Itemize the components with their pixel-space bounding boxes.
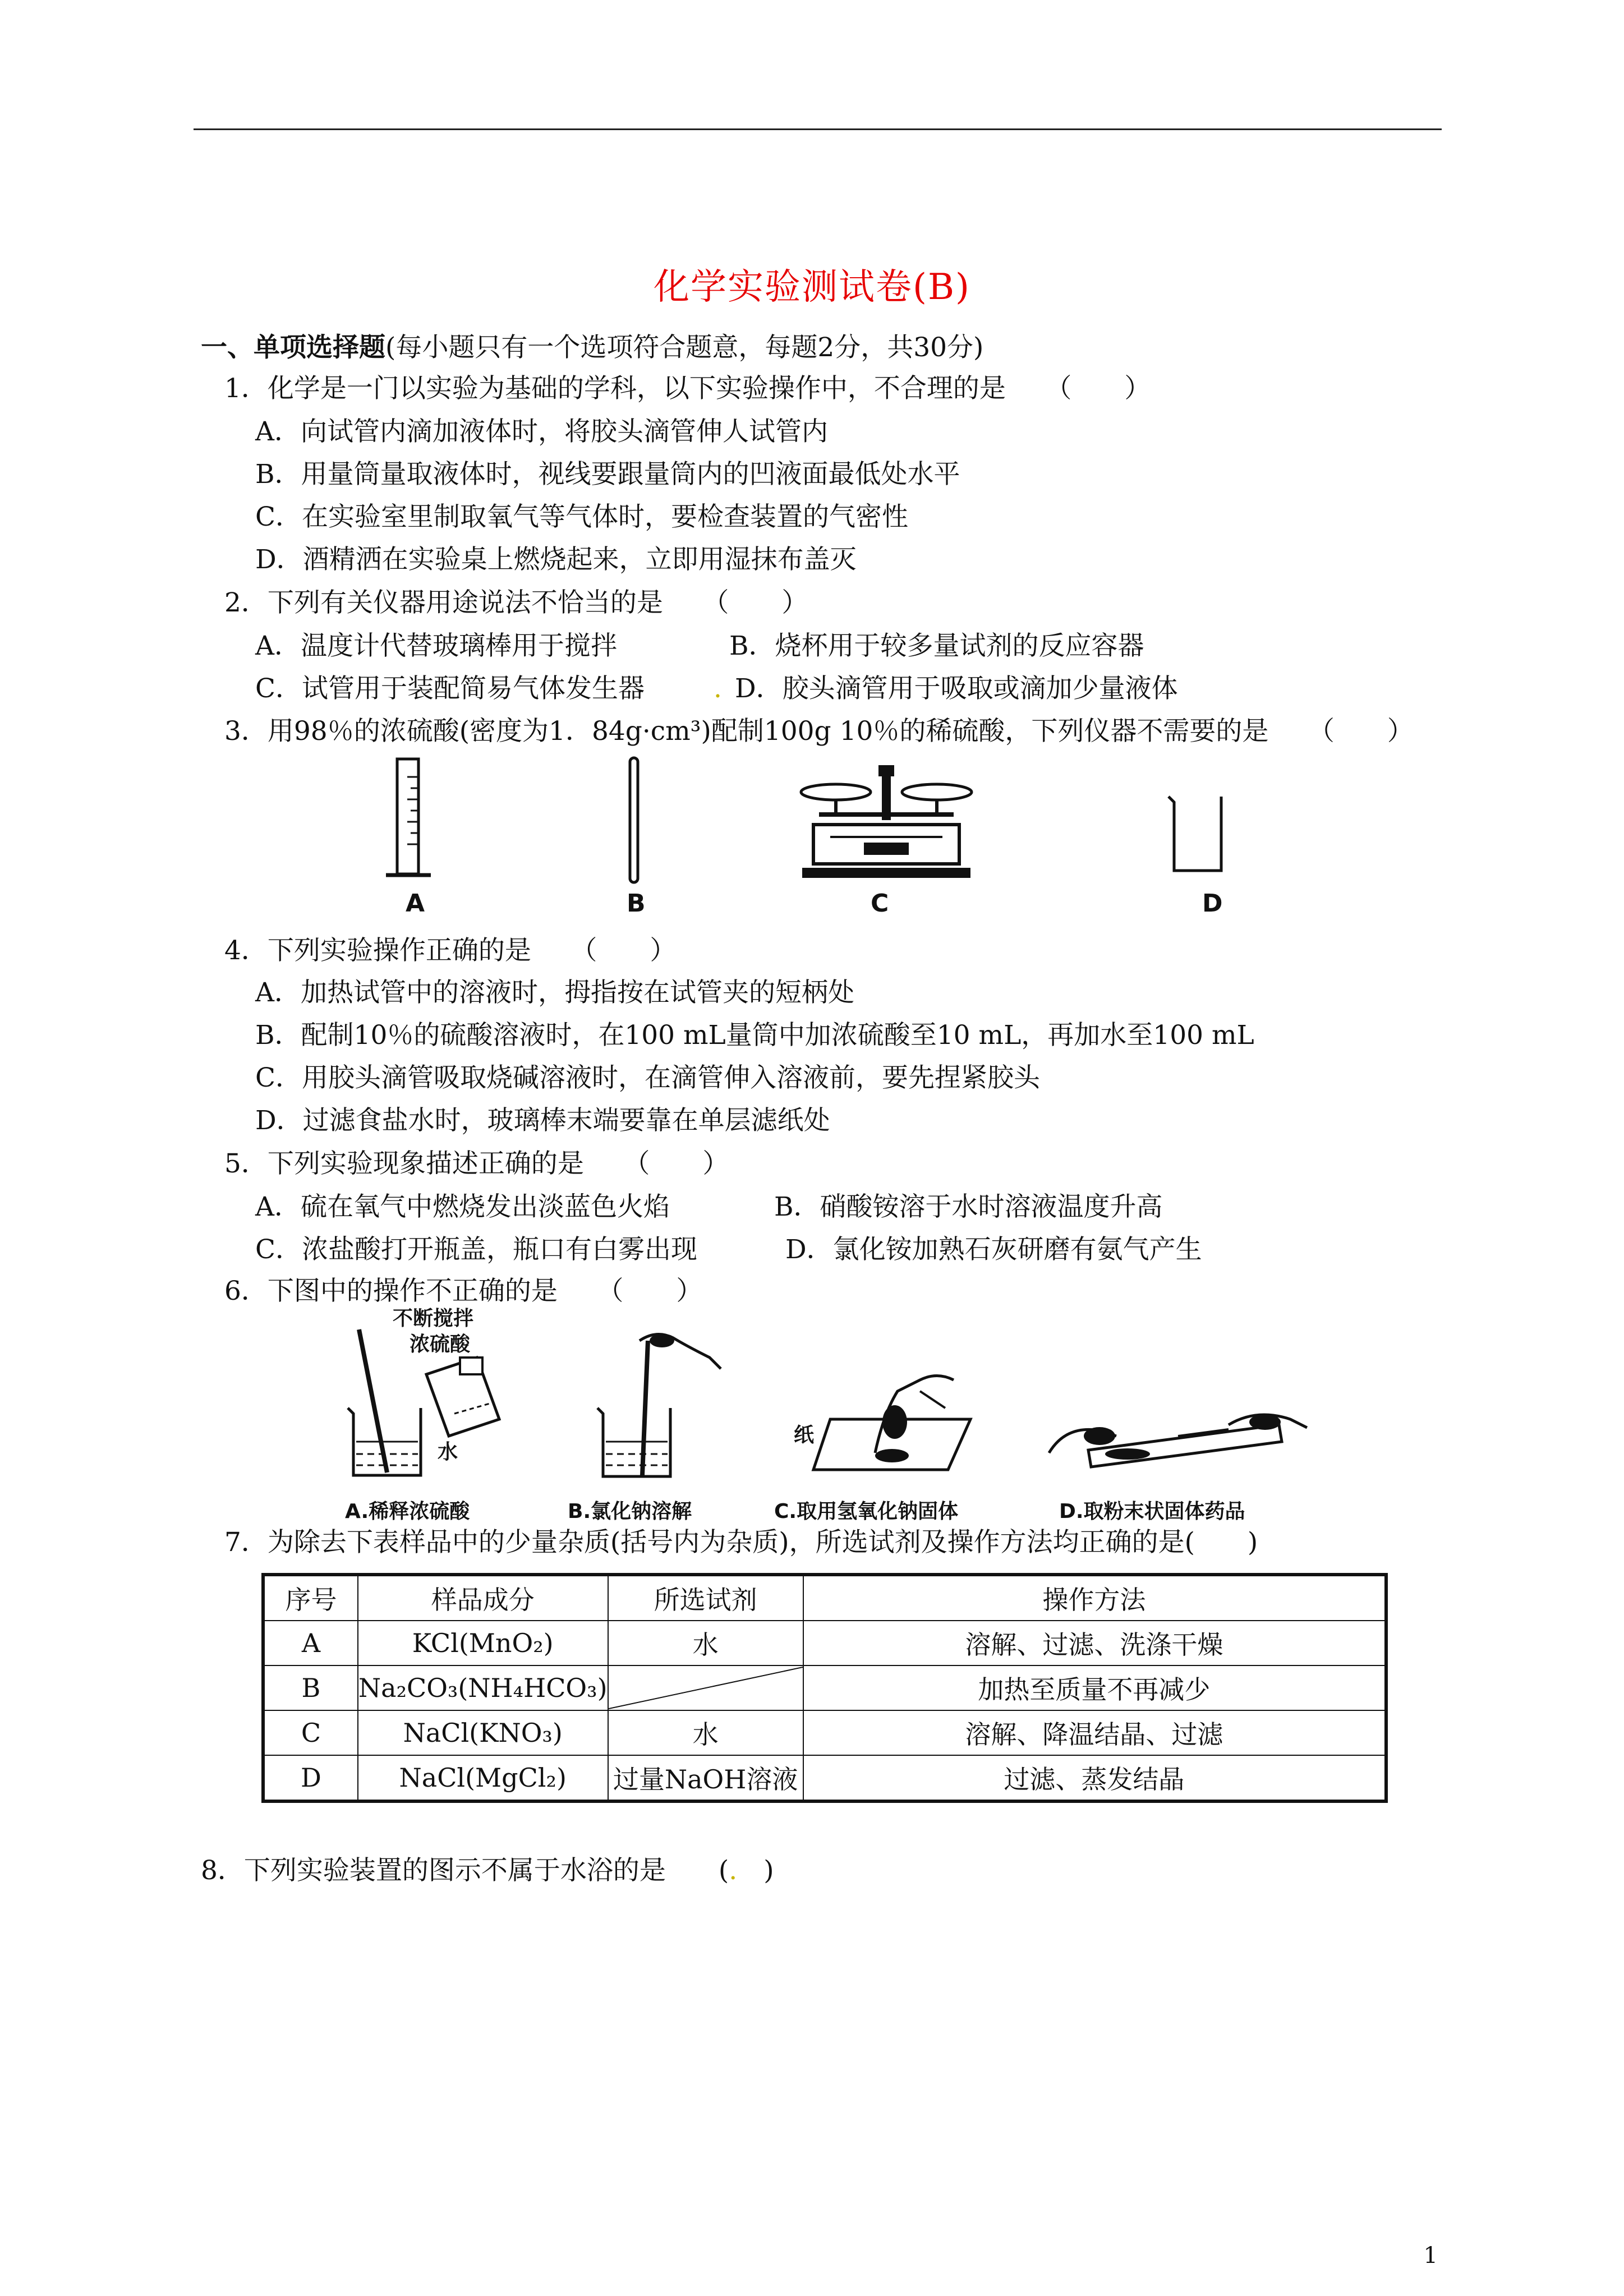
beaker-icon	[1164, 792, 1231, 876]
section-heading	[201, 331, 983, 365]
q2-option-a: A．温度计代替玻璃棒用于搅拌	[255, 631, 617, 661]
q6-fig-water-label: 水	[438, 1441, 458, 1464]
table-header-cell: 操作方法	[803, 1575, 1386, 1621]
diagonal-slash-icon	[609, 1666, 803, 1710]
q3-label-b: B	[627, 889, 646, 918]
table-cell-id: C	[263, 1710, 358, 1755]
q5-option-a: A．硫在氧气中燃烧发出淡蓝色火焰	[255, 1191, 670, 1222]
table-row	[263, 1710, 1386, 1755]
q4-option-d: D．过滤食盐水时，玻璃棒末端要靠在单层滤纸处	[255, 1105, 830, 1136]
table-cell-method: 溶解、过滤、洗涤干燥	[803, 1621, 1386, 1665]
table-cell-sample: KCl(MnO₂)	[358, 1621, 608, 1665]
q7-table	[261, 1573, 1388, 1803]
q6-fig-stir-label: 不断搅拌	[393, 1307, 474, 1330]
q8-mark-dot: .	[729, 1855, 738, 1886]
q5-stem: 5．下列实验现象描述正确的是 （ ）	[224, 1148, 729, 1179]
table-cell-method: 加热至质量不再减少	[803, 1665, 1386, 1710]
table-row	[263, 1755, 1386, 1801]
q4-option-c: C．用胶头滴管吸取烧碱溶液时，在滴管伸入溶液前，要先捏紧胶头	[255, 1062, 1040, 1093]
table-cell-id: B	[263, 1665, 358, 1710]
table-cell-reagent: 水	[608, 1710, 803, 1755]
q2-option-c: C．试管用于装配简易气体发生器	[255, 673, 645, 704]
section-note: (每小题只有一个选项符合题意，每题2分，共30分)	[385, 332, 984, 363]
q6-caption-d: D.取粉末状固体药品	[1059, 1500, 1245, 1523]
dissolve-salt-figure-icon	[589, 1324, 735, 1492]
table-row	[263, 1621, 1386, 1665]
take-powder-figure-icon	[1043, 1402, 1313, 1492]
table-cell-method: 溶解、降温结晶、过滤	[803, 1710, 1386, 1755]
table-cell-sample: NaCl(MgCl₂)	[358, 1755, 608, 1801]
page-title: 化学实验测试卷(B)	[654, 266, 970, 308]
q4-stem: 4．下列实验操作正确的是 （ ）	[224, 935, 677, 966]
table-header-cell: 序号	[263, 1575, 358, 1621]
q3-stem: 3．用98％的浓硫酸(密度为1．84g·cm³)配制100g 10％的稀硫酸，下列仪器不需要的是 （ ）	[224, 716, 1414, 747]
q2-stem: 2．下列有关仪器用途说法不恰当的是 （ ）	[224, 587, 808, 618]
q3-label-a: A	[406, 889, 425, 918]
balance-scale-icon	[797, 758, 976, 885]
q4-option-a: A．加热试管中的溶液时，拇指按在试管夹的短柄处	[255, 977, 854, 1008]
q6-fig-paper-label: 纸	[794, 1424, 815, 1447]
q4-option-b: B．配制10％的硫酸溶液时，在100 mL量筒中加浓硫酸至10 mL，再加水至100 mL	[255, 1020, 1254, 1051]
table-cell-sample: Na₂CO₃(NH₄HCO₃)	[358, 1665, 608, 1710]
q1-option-d: D．酒精洒在实验桌上燃烧起来，立即用湿抹布盖灭	[255, 544, 857, 575]
page-number: 1	[1423, 2243, 1438, 2269]
q6-stem: 6．下图中的操作不正确的是 （ ）	[224, 1276, 703, 1306]
take-naoh-figure-icon	[785, 1369, 1010, 1492]
q6-fig-acid-label: 浓硫酸	[410, 1333, 471, 1356]
table-cell-reagent: 水	[608, 1621, 803, 1665]
q7-stem: 7．为除去下表样品中的少量杂质(括号内为杂质)，所选试剂及操作方法均正确的是( )	[224, 1527, 1258, 1558]
q2-option-d: D．胶头滴管用于吸取或滴加少量液体	[735, 673, 1178, 704]
q6-caption-b: B.氯化钠溶解	[568, 1500, 692, 1523]
table-cell-reagent: 过量NaOH溶液	[608, 1755, 803, 1801]
q5-option-b: B．硝酸铵溶于水时溶液温度升高	[774, 1191, 1163, 1222]
table-cell-sample: NaCl(KNO₃)	[358, 1710, 608, 1755]
table-header-cell: 所选试剂	[608, 1575, 803, 1621]
q8-stem-suffix: )	[737, 1855, 774, 1886]
dilute-acid-figure-icon	[337, 1307, 561, 1492]
table-header-row	[263, 1575, 1386, 1621]
table-row	[263, 1665, 1386, 1710]
graduated-cylinder-icon	[381, 754, 438, 884]
header-rule	[194, 128, 1442, 130]
q1-stem: 1．化学是一门以实验为基础的学科，以下实验操作中，不合理的是 （ ）	[224, 373, 1151, 404]
q3-label-d: D	[1202, 889, 1223, 918]
table-cell-id: A	[263, 1621, 358, 1665]
q2-option-b: B．烧杯用于较多量试剂的反应容器	[729, 631, 1144, 661]
q3-label-c: C	[871, 889, 889, 918]
table-cell-reagent-empty	[608, 1665, 803, 1710]
q8-stem	[201, 1854, 774, 1888]
q6-caption-c: C.取用氢氧化钠固体	[774, 1500, 959, 1523]
glass-rod-icon	[623, 754, 645, 886]
q6-caption-a: A.稀释浓硫酸	[345, 1500, 470, 1523]
table-header-cell: 样品成分	[358, 1575, 608, 1621]
q1-option-a: A．向试管内滴加液体时，将胶头滴管伸人试管内	[255, 416, 828, 447]
q2-mark-dot: .	[714, 673, 722, 704]
q1-option-b: B．用量筒量取液体时，视线要跟量筒内的凹液面最低处水平	[255, 459, 960, 490]
section-title: 一、单项选择题	[201, 332, 385, 363]
table-cell-method: 过滤、蒸发结晶	[803, 1755, 1386, 1801]
q5-option-c: C．浓盐酸打开瓶盖，瓶口有白雾出现	[255, 1234, 697, 1265]
q1-option-c: C．在实验室里制取氧气等气体时，要检查装置的气密性	[255, 501, 908, 532]
q5-option-d: D．氯化铵加熟石灰研磨有氨气产生	[785, 1234, 1202, 1265]
table-cell-id: D	[263, 1755, 358, 1801]
q8-stem-prefix: 8．下列实验装置的图示不属于水浴的是 (	[201, 1855, 729, 1886]
